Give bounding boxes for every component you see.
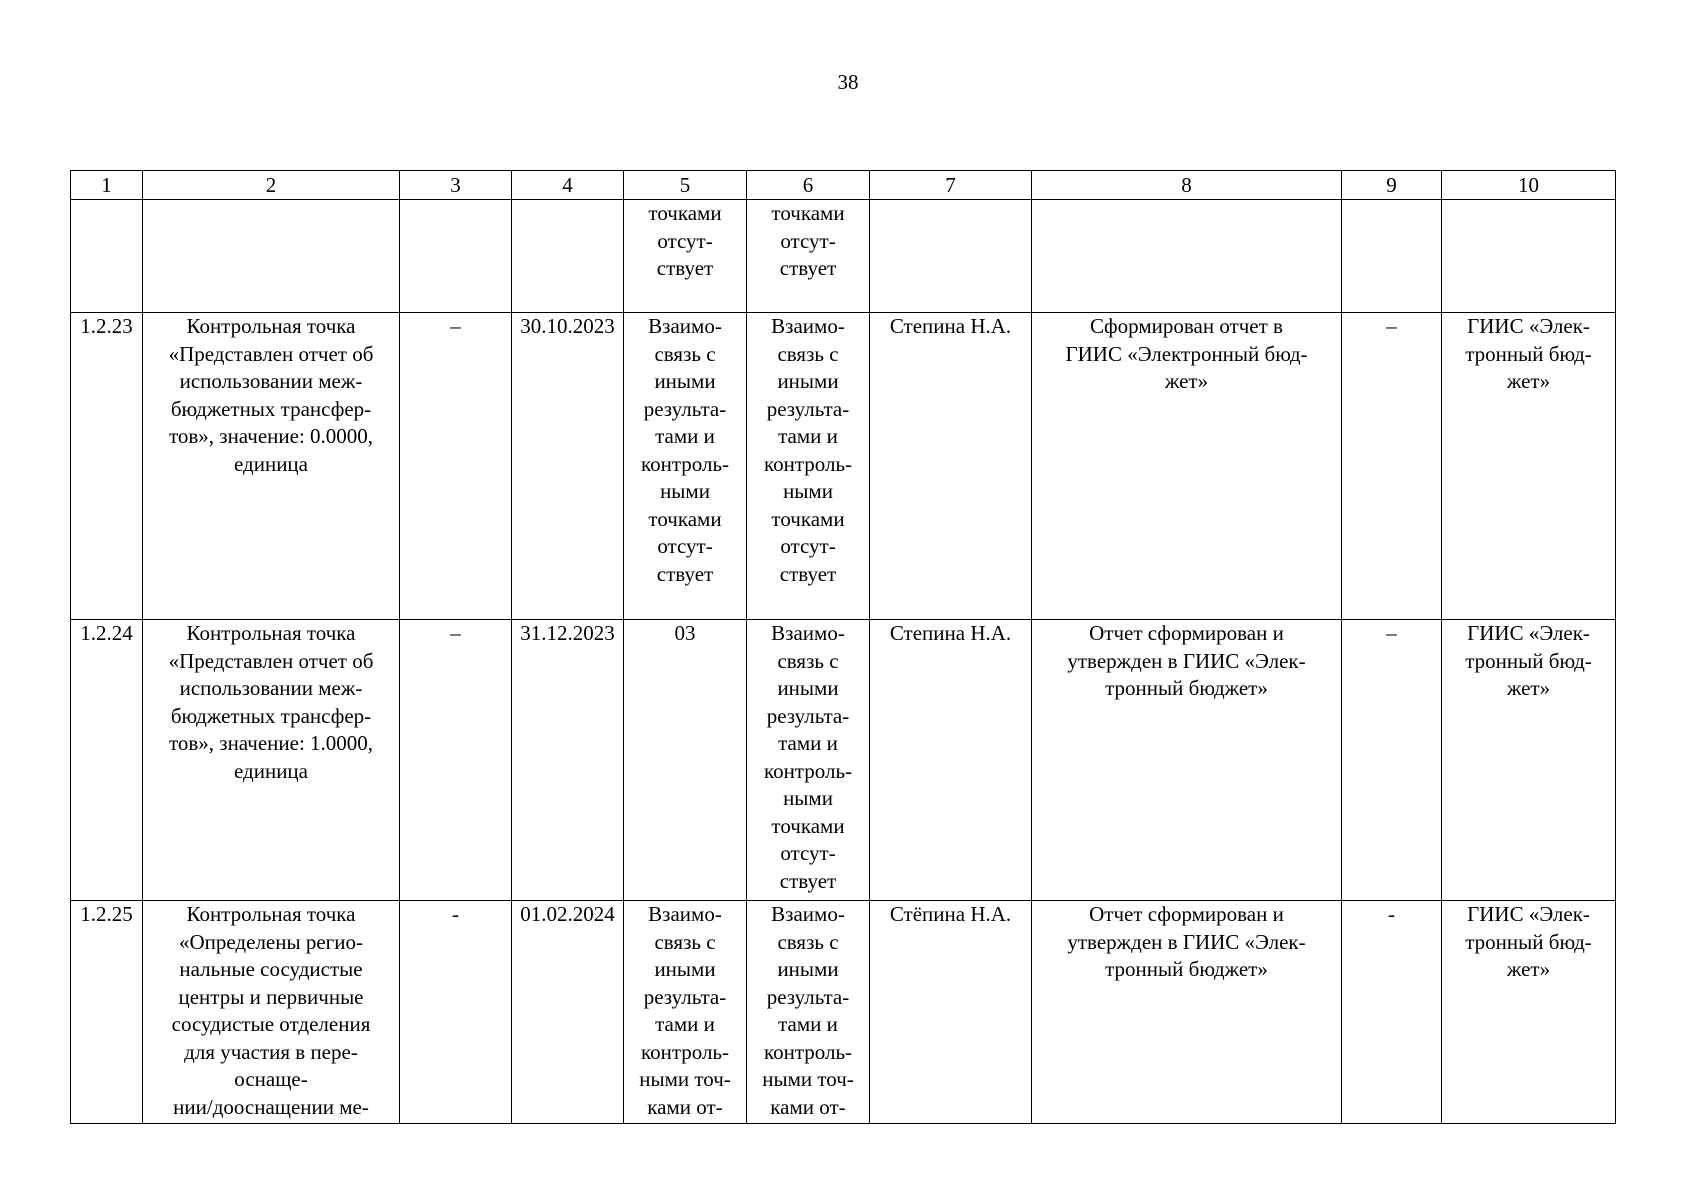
table-row [71, 901, 1616, 1124]
column-9-cell [1342, 200, 1442, 313]
column-header-3: 3 [400, 171, 512, 200]
table-row [71, 200, 1616, 313]
control-point-cell: Контрольная точка «Представлен отчет об использовании меж- бюджетных трансфер- тов», значение: 1.0000, единица [143, 620, 400, 901]
control-point-cell: Контрольная точка «Представлен отчет об использовании меж- бюджетных трансфер- тов», значение: 0.0000, единица [143, 313, 400, 620]
date-cell: 30.10.2023 [512, 313, 624, 620]
column-6-cell: Взаимо- связь с иными результа- тами и контроль- ными точками отсут- ствует [747, 620, 870, 901]
table-row [71, 620, 1616, 901]
responsible-cell [870, 200, 1032, 313]
result-cell [1032, 200, 1342, 313]
row-number-cell: 1.2.23 [71, 313, 143, 620]
row-number-cell: 1.2.24 [71, 620, 143, 901]
column-3-cell: – [400, 620, 512, 901]
information-system-cell [1442, 200, 1616, 313]
result-cell: Отчет сформирован и утвержден в ГИИС «Элек- тронный бюджет» [1032, 620, 1342, 901]
column-3-cell [400, 200, 512, 313]
column-5-cell: 03 [624, 620, 747, 901]
responsible-cell: Степина Н.А. [870, 620, 1032, 901]
column-3-cell: - [400, 901, 512, 1124]
plan-table [70, 170, 1616, 1124]
column-5-cell: Взаимо- связь с иными результа- тами и контроль- ными точками отсут- ствует [624, 313, 747, 620]
result-cell: Отчет сформирован и утвержден в ГИИС «Элек- тронный бюджет» [1032, 901, 1342, 1124]
column-9-cell: - [1342, 901, 1442, 1124]
information-system-cell: ГИИС «Элек- тронный бюд- жет» [1442, 901, 1616, 1124]
responsible-cell: Стёпина Н.А. [870, 901, 1032, 1124]
control-point-cell [143, 200, 400, 313]
column-6-cell: точками отсут- ствует [747, 200, 870, 313]
date-cell [512, 200, 624, 313]
column-header-4: 4 [512, 171, 624, 200]
column-header-10: 10 [1442, 171, 1616, 200]
column-header-8: 8 [1032, 171, 1342, 200]
result-cell: Сформирован отчет в ГИИС «Электронный бюд- жет» [1032, 313, 1342, 620]
column-5-cell: Взаимо- связь с иными результа- тами и контроль- ными точ- ками от- [624, 901, 747, 1124]
column-6-cell: Взаимо- связь с иными результа- тами и контроль- ными точ- ками от- [747, 901, 870, 1124]
column-header-6: 6 [747, 171, 870, 200]
information-system-cell: ГИИС «Элек- тронный бюд- жет» [1442, 313, 1616, 620]
date-cell: 01.02.2024 [512, 901, 624, 1124]
column-header-1: 1 [71, 171, 143, 200]
column-3-cell: – [400, 313, 512, 620]
column-6-cell: Взаимо- связь с иными результа- тами и контроль- ными точками отсут- ствует [747, 313, 870, 620]
information-system-cell: ГИИС «Элек- тронный бюд- жет» [1442, 620, 1616, 901]
table-row [71, 313, 1616, 620]
column-5-cell: точками отсут- ствует [624, 200, 747, 313]
column-header-2: 2 [143, 171, 400, 200]
row-number-cell [71, 200, 143, 313]
control-point-cell: Контрольная точка «Определены регио- нальные сосудистые центры и первичные сосудистые отделения для участия в пере- оснаще- нии/дооснащении ме- [143, 901, 400, 1124]
date-cell: 31.12.2023 [512, 620, 624, 901]
column-header-7: 7 [870, 171, 1032, 200]
column-9-cell: – [1342, 620, 1442, 901]
row-number-cell: 1.2.25 [71, 901, 143, 1124]
column-9-cell: – [1342, 313, 1442, 620]
header-row [71, 171, 1616, 200]
page-number: 38 [837, 70, 859, 94]
column-header-9: 9 [1342, 171, 1442, 200]
column-header-5: 5 [624, 171, 747, 200]
responsible-cell: Степина Н.А. [870, 313, 1032, 620]
